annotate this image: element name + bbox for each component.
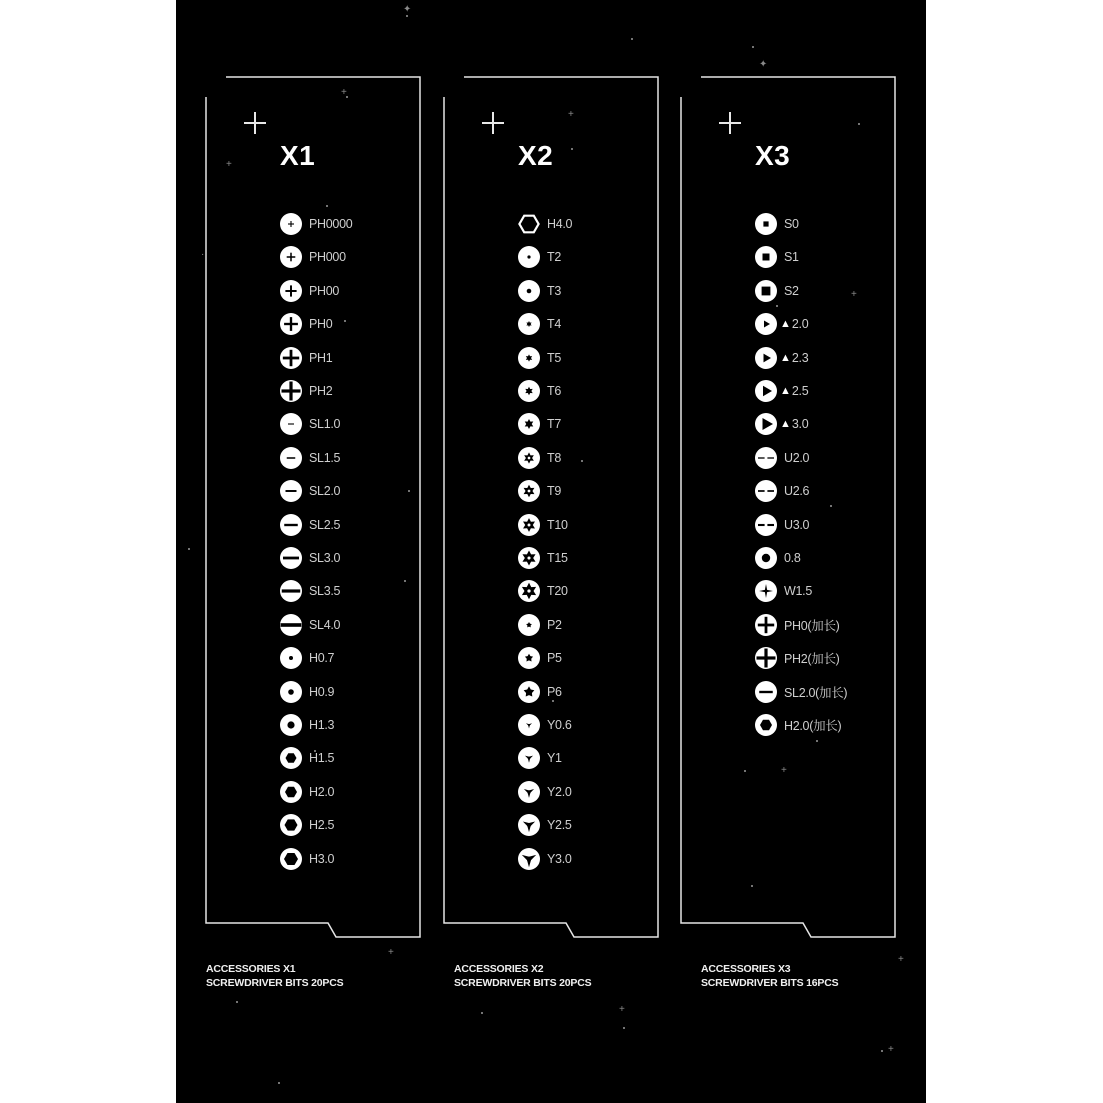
bit-item xyxy=(755,713,841,737)
bit-label: T5 xyxy=(547,350,561,365)
bit-label: T9 xyxy=(547,484,561,499)
tri-wing-icon xyxy=(518,848,540,870)
slotted-icon xyxy=(280,413,302,435)
bit-label: SL3.5 xyxy=(309,584,341,599)
bit-item xyxy=(755,680,847,704)
hex-icon xyxy=(280,781,302,803)
triangle-icon xyxy=(755,413,777,435)
bit-item xyxy=(280,713,334,737)
panel-title: X1 xyxy=(280,140,316,171)
bit-label: T8 xyxy=(547,450,561,465)
bit-label: Y1 xyxy=(547,751,562,766)
slotted-icon xyxy=(280,614,302,636)
slotted-icon xyxy=(280,447,302,469)
bit-item xyxy=(280,646,334,670)
bit-item xyxy=(518,412,561,436)
slotted-icon xyxy=(280,514,302,536)
torx-icon xyxy=(518,380,540,402)
bit-item xyxy=(280,513,340,537)
bit-item xyxy=(755,245,799,269)
bit-label: T20 xyxy=(547,584,568,599)
bit-label: T6 xyxy=(547,384,561,398)
bit-label: S0 xyxy=(784,217,799,231)
bit-item xyxy=(518,245,561,269)
pentalobe-icon xyxy=(518,647,540,669)
bit-label: Y0.6 xyxy=(547,718,572,732)
bit-label: PH00 xyxy=(309,283,340,298)
bit-label: H2.0 xyxy=(309,784,335,799)
bit-item xyxy=(755,646,840,670)
pentalobe-icon xyxy=(518,614,540,636)
bit-label: SL3.0 xyxy=(309,551,341,565)
bit-label: SL2.0 xyxy=(309,484,341,499)
phillips-icon xyxy=(280,213,302,235)
slotted-icon xyxy=(755,681,777,703)
bit-label: T7 xyxy=(547,417,561,432)
torx-icon xyxy=(518,447,540,469)
bit-label: W1.5 xyxy=(784,584,812,599)
bit-item xyxy=(518,212,572,236)
u-shape-icon xyxy=(755,480,777,502)
torx-icon xyxy=(518,313,540,335)
torx-icon xyxy=(518,580,540,602)
phillips-icon xyxy=(755,614,777,636)
bit-item xyxy=(518,847,572,871)
panel-x2 xyxy=(444,0,684,1103)
bit-item xyxy=(280,479,340,503)
hex-icon xyxy=(280,747,302,769)
dot-icon xyxy=(755,547,777,569)
caption-line-2: SCREWDRIVER BITS 20PCS xyxy=(454,977,592,989)
bit-item xyxy=(280,579,340,603)
bit-item xyxy=(518,546,568,570)
bit-label: PH2(加长) xyxy=(784,652,840,667)
bit-item xyxy=(755,579,812,603)
phillips-icon xyxy=(280,380,302,402)
bit-item xyxy=(518,312,561,336)
bit-label: S2 xyxy=(784,283,799,298)
bit-label: T3 xyxy=(547,283,561,298)
bit-item xyxy=(280,546,340,570)
bit-label: H1.3 xyxy=(309,718,335,732)
bit-item xyxy=(755,546,800,570)
bit-item xyxy=(280,279,339,303)
phillips-icon xyxy=(755,647,777,669)
bit-item xyxy=(518,513,568,537)
tri-wing-icon xyxy=(518,781,540,803)
bit-label: T10 xyxy=(547,517,568,532)
bit-item xyxy=(280,412,340,436)
slotted-icon xyxy=(280,480,302,502)
bit-label: SL2.5 xyxy=(309,517,341,532)
bit-label: Y2.0 xyxy=(547,784,572,799)
bit-item xyxy=(518,713,572,737)
bit-label: SL1.0 xyxy=(309,417,341,432)
bit-item xyxy=(755,279,799,303)
bit-item xyxy=(755,412,808,436)
u-shape-icon xyxy=(755,514,777,536)
u-shape-icon xyxy=(755,447,777,469)
bit-item xyxy=(518,613,562,637)
bit-item xyxy=(518,379,561,403)
bit-item xyxy=(755,379,808,403)
bit-label: T4 xyxy=(547,317,561,332)
bit-item xyxy=(280,680,334,704)
bit-label: H3.0 xyxy=(309,851,335,866)
square-icon xyxy=(755,213,777,235)
bit-item xyxy=(755,212,799,236)
bit-label: U2.6 xyxy=(784,484,810,499)
bit-label: 3.0 xyxy=(791,417,809,432)
triangle-icon xyxy=(755,313,777,335)
bit-item xyxy=(518,746,562,770)
square-icon xyxy=(755,280,777,302)
caption-line-1: ACCESSORIES X2 xyxy=(454,963,544,975)
torx-icon xyxy=(518,547,540,569)
bit-label: H0.9 xyxy=(309,684,335,699)
bit-label: SL4.0 xyxy=(309,617,341,632)
bit-label: 0.8 xyxy=(784,551,801,565)
caption-line-1: ACCESSORIES X1 xyxy=(206,963,296,975)
triangle-prefix-icon: ▲ xyxy=(780,318,791,331)
bit-item xyxy=(518,346,561,370)
torx-dot-icon xyxy=(518,246,540,268)
bit-label: PH000 xyxy=(309,250,346,265)
bit-item xyxy=(755,479,809,503)
triangle-prefix-icon: ▲ xyxy=(780,351,791,364)
square-icon xyxy=(755,246,777,268)
bit-item xyxy=(280,847,334,871)
crosshair-icon xyxy=(482,112,504,134)
bit-item xyxy=(518,813,572,837)
bit-item xyxy=(518,680,562,704)
hex-dot-icon xyxy=(280,647,302,669)
poster-background: ✦ ✦ + + + + + + + + · + X1 PH0000 PH000 PH00 PH0 PH1 PH2 SL1.0 SL1.5 SL2.0 SL2.5 SL3.0 SL3.5 SL4.0 H0.7 H0.9 H1.3 H1.5 H2.0 H2.5 H3.0 X2 H4.0 T2 T3 T4 T5 T6 T7 T8 T9 T10 T15 T20 P2 P5 P6 Y0.6 Y1 Y2.0 Y2.5 Y3.0 X3 S0 S1 S2 ▲ 2.0 ▲ 2.3 ▲ 2.5 ▲ 3.0 U2.0 U2.6 U3.0 0.8 W1.5 PH0(加长) PH2(加长) SL2.0(加长) H2.0(加长) ACCESSORIES X1 SCREWDRIVER BITS 20PCS ACCESSORIES X2 SCREWDRIVER BITS 20PCS ACCESSORIES X3 SCREWDRIVER BITS 16PCS xyxy=(176,0,926,1103)
bit-label: PH1 xyxy=(309,350,333,365)
caption-x3 xyxy=(701,962,838,990)
hex-outline-icon xyxy=(518,213,540,235)
bit-label: 2.5 xyxy=(791,384,809,398)
bit-item xyxy=(755,312,808,336)
slotted-icon xyxy=(280,580,302,602)
bit-label: SL2.0(加长) xyxy=(784,685,848,700)
torx-icon xyxy=(518,347,540,369)
caption-x2 xyxy=(454,962,591,990)
torx-icon xyxy=(518,480,540,502)
bit-item xyxy=(518,446,561,470)
bit-item xyxy=(755,513,809,537)
bit-label: T15 xyxy=(547,551,568,565)
bit-item xyxy=(280,312,332,336)
panel-x1 xyxy=(206,0,446,1103)
bit-label: H1.5 xyxy=(309,751,335,766)
tri-wing-icon xyxy=(518,814,540,836)
triangle-prefix-icon: ▲ xyxy=(780,418,791,431)
bit-label: U2.0 xyxy=(784,450,810,465)
bit-item xyxy=(280,813,334,837)
bit-item xyxy=(280,379,332,403)
torx-icon xyxy=(518,413,540,435)
bit-item xyxy=(280,212,352,236)
cross-point-icon xyxy=(755,580,777,602)
bit-label: T2 xyxy=(547,250,561,265)
panel-title: X3 xyxy=(755,140,791,171)
bit-label: H0.7 xyxy=(309,651,335,666)
bit-item xyxy=(280,613,340,637)
phillips-icon xyxy=(280,347,302,369)
bit-label: SL1.5 xyxy=(309,450,341,465)
phillips-icon xyxy=(280,313,302,335)
bit-item xyxy=(755,346,808,370)
triangle-icon xyxy=(755,380,777,402)
bit-item xyxy=(518,479,561,503)
bit-label: PH0 xyxy=(309,317,333,332)
bit-label: S1 xyxy=(784,250,799,265)
triangle-prefix-icon: ▲ xyxy=(780,385,791,397)
crosshair-icon xyxy=(719,112,741,134)
hex-dot-icon xyxy=(280,714,302,736)
hex-dot-icon xyxy=(280,681,302,703)
bit-label: 2.3 xyxy=(791,350,809,365)
triangle-icon xyxy=(755,347,777,369)
panel-title: X2 xyxy=(518,140,554,171)
bit-label: H2.5 xyxy=(309,818,335,833)
hex-icon xyxy=(755,714,777,736)
bit-label: Y3.0 xyxy=(547,851,572,866)
bit-item xyxy=(755,446,809,470)
bit-label: P6 xyxy=(547,684,562,699)
bit-label: PH2 xyxy=(309,384,333,398)
phillips-icon xyxy=(280,246,302,268)
pentalobe-icon xyxy=(518,681,540,703)
crosshair-icon xyxy=(244,112,266,134)
bit-item xyxy=(755,613,840,637)
bit-label: 2.0 xyxy=(791,317,809,332)
caption-line-2: SCREWDRIVER BITS 20PCS xyxy=(206,977,344,989)
slotted-icon xyxy=(280,547,302,569)
bit-label: H4.0 xyxy=(547,217,573,231)
bit-item xyxy=(280,446,340,470)
bit-item xyxy=(518,646,562,670)
bit-label: PH0000 xyxy=(309,217,353,231)
bit-item xyxy=(518,279,561,303)
hex-icon xyxy=(280,848,302,870)
bit-item xyxy=(518,579,568,603)
hex-icon xyxy=(280,814,302,836)
tri-wing-icon xyxy=(518,747,540,769)
bit-label: Y2.5 xyxy=(547,818,572,833)
bit-item xyxy=(280,746,334,770)
torx-dot-icon xyxy=(518,280,540,302)
caption-x1 xyxy=(206,962,343,990)
panel-x3 xyxy=(681,0,921,1103)
bit-label: U3.0 xyxy=(784,517,810,532)
bit-item xyxy=(280,245,346,269)
phillips-icon xyxy=(280,280,302,302)
bit-label: P2 xyxy=(547,617,562,632)
bit-label: PH0(加长) xyxy=(784,618,840,633)
tri-wing-icon xyxy=(518,714,540,736)
bit-label: H2.0(加长) xyxy=(784,719,842,733)
bit-item xyxy=(280,346,332,370)
bit-item xyxy=(518,780,572,804)
torx-icon xyxy=(518,514,540,536)
caption-line-2: SCREWDRIVER BITS 16PCS xyxy=(701,977,839,989)
caption-line-1: ACCESSORIES X3 xyxy=(701,963,791,975)
bit-label: P5 xyxy=(547,651,562,666)
bit-item xyxy=(280,780,334,804)
